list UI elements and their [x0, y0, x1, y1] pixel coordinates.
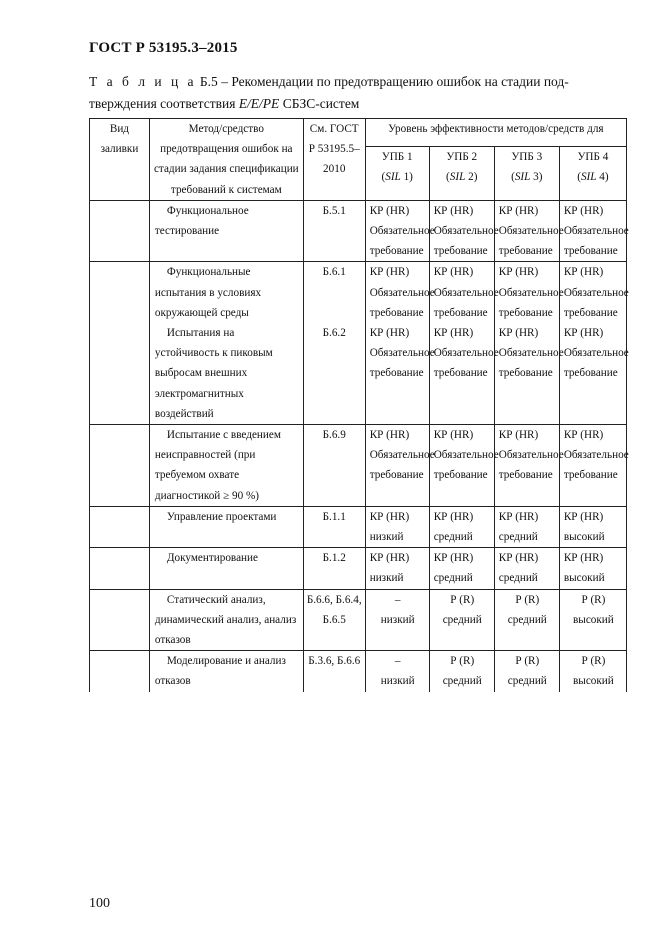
level-sil: SIL [580, 170, 597, 183]
cell-level-3 [494, 200, 564, 262]
caption-text-1: – Рекомендации по предотвращению ошибок на стадии под- [217, 74, 569, 89]
grade: КР (HR) [433, 552, 474, 565]
cell-type [90, 262, 150, 323]
level-label: УПБ 3 [511, 150, 543, 163]
cell-level-1 [365, 548, 429, 589]
cell-level-2 [429, 425, 499, 507]
cell-type [90, 589, 150, 651]
note: низкий [369, 572, 404, 585]
grade: КР (HR) [498, 266, 539, 279]
grade: КР (HR) [498, 327, 539, 340]
cell-level-2 [429, 200, 499, 262]
grade: – [394, 655, 401, 668]
grade: – [394, 593, 401, 606]
level-sil-open: ( [446, 170, 450, 183]
caption-prefix: Т а б л и ц а [89, 74, 197, 89]
cell-type [90, 506, 150, 547]
cell-level-1 [365, 506, 429, 547]
note: Обязательное требование [498, 286, 564, 319]
header-level-3 [494, 146, 559, 200]
note: Обязательное требование [498, 225, 564, 258]
grade: КР (HR) [433, 327, 474, 340]
note: Обязательное требование [498, 347, 564, 380]
note: Обязательное требование [498, 449, 564, 482]
note: средний [433, 531, 473, 544]
grade: Р (R) [515, 593, 540, 606]
level-sil-num: 2) [465, 170, 478, 183]
level-label: УПБ 2 [446, 150, 478, 163]
cell-level-2 [429, 651, 494, 692]
cell-level-4 [559, 262, 629, 323]
note: Обязательное требование [369, 225, 435, 258]
cell-method: Документирование [149, 548, 303, 589]
note: средний [498, 572, 538, 585]
level-sil: SIL [385, 170, 401, 183]
level-sil: SIL [514, 170, 531, 183]
grade: КР (HR) [498, 552, 539, 565]
cell-type [90, 200, 150, 262]
cell-ref: Б.6.1 [303, 262, 365, 323]
cell-level-2 [429, 323, 499, 425]
header-type: Вид заливки [90, 119, 150, 201]
cell-level-4 [559, 425, 629, 507]
cell-level-1 [365, 651, 429, 692]
cell-type [90, 323, 150, 425]
cell-level-3 [494, 651, 559, 692]
note: высокий [563, 572, 605, 585]
note: Обязательное требование [369, 286, 435, 319]
grade: КР (HR) [369, 429, 410, 442]
cell-ref: Б.3.6, Б.6.6 [303, 651, 365, 692]
grade: КР (HR) [563, 429, 604, 442]
header-level-group: Уровень эффективности методов/средств для [365, 119, 626, 147]
table-row [90, 589, 627, 651]
level-sil-open: ( [381, 170, 386, 183]
cell-level-3 [494, 323, 564, 425]
note: средний [442, 613, 482, 626]
note: низкий [369, 531, 404, 544]
cell-level-1 [365, 262, 435, 323]
grade: КР (HR) [433, 510, 474, 523]
cell-level-2 [429, 262, 499, 323]
cell-ref: Б.1.1 [303, 506, 365, 547]
cell-method: Функциональные испытания в условиях окружающей среды [149, 262, 303, 323]
note: средний [507, 675, 547, 688]
note: Обязательное требование [433, 449, 499, 482]
grade: КР (HR) [369, 204, 410, 217]
grade: Р (R) [450, 655, 475, 668]
cell-level-1 [365, 425, 435, 507]
cell-level-4 [559, 200, 629, 262]
level-sil-num: 3) [530, 170, 543, 183]
grade: КР (HR) [369, 327, 410, 340]
cell-ref: Б.6.2 [303, 323, 365, 425]
cell-level-4 [559, 589, 626, 651]
cell-level-3 [494, 425, 564, 507]
grade: КР (HR) [498, 510, 539, 523]
level-sil-open: ( [511, 170, 515, 183]
table-row [90, 323, 627, 425]
cell-type [90, 548, 150, 589]
cell-ref: Б.5.1 [303, 200, 365, 262]
cell-level-1 [365, 323, 435, 425]
grade: КР (HR) [369, 552, 410, 565]
cell-ref: Б.6.6, Б.6.4, Б.6.5 [303, 589, 365, 651]
cell-level-4 [559, 506, 626, 547]
cell-method: Статический анализ, динамический анализ, анализ отказов [149, 589, 303, 651]
document-code: ГОСТ Р 53195.3–2015 [89, 40, 238, 56]
note: Обязательное требование [563, 347, 629, 380]
table-row [90, 548, 627, 589]
note: высокий [573, 613, 614, 626]
table-row [90, 200, 627, 262]
note: Обязательное требование [563, 225, 629, 258]
cell-level-1 [365, 589, 429, 651]
note: высокий [573, 675, 614, 688]
note: высокий [563, 531, 605, 544]
grade: КР (HR) [433, 204, 474, 217]
caption-text-2: тверждения соответствия [89, 96, 239, 111]
level-label: УПБ 1 [381, 150, 413, 163]
cell-ref: Б.6.9 [303, 425, 365, 507]
cell-level-4 [559, 323, 629, 425]
grade: КР (HR) [563, 510, 604, 523]
cell-level-2 [429, 589, 494, 651]
grade: КР (HR) [563, 266, 604, 279]
grade: Р (R) [515, 655, 540, 668]
note: Обязательное требование [369, 347, 435, 380]
note: Обязательное требование [563, 286, 629, 319]
note: средний [433, 572, 473, 585]
grade: КР (HR) [369, 510, 410, 523]
cell-ref: Б.1.2 [303, 548, 365, 589]
cell-level-1 [365, 200, 435, 262]
cell-level-2 [429, 548, 494, 589]
note: Обязательное требование [433, 286, 499, 319]
grade: Р (R) [581, 655, 606, 668]
note: Обязательное требование [563, 449, 629, 482]
header-method: Метод/средство предотвращения ошибок на стадии задания спецификации требований к системам [149, 119, 303, 201]
grade: КР (HR) [369, 266, 410, 279]
cell-level-3 [494, 506, 559, 547]
cell-method: Функциональное тестирование [149, 200, 303, 262]
header-level-1 [365, 146, 429, 200]
level-sil-num: 4) [596, 170, 609, 183]
header-gost: См. ГОСТ Р 53195.5–2010 [303, 119, 365, 201]
grade: КР (HR) [498, 429, 539, 442]
note: низкий [380, 613, 415, 626]
grade: КР (HR) [563, 552, 604, 565]
cell-level-3 [494, 589, 559, 651]
cell-method: Испытания на устойчивость к пиковым выбросам внешних электромагнитных воздействий [149, 323, 303, 425]
cell-level-3 [494, 262, 564, 323]
grade: Р (R) [581, 593, 606, 606]
grade: Р (R) [450, 593, 475, 606]
grade: КР (HR) [433, 429, 474, 442]
grade: КР (HR) [433, 266, 474, 279]
table-row [90, 262, 627, 323]
table-caption [89, 71, 629, 115]
level-sil-open: ( [577, 170, 581, 183]
level-label: УПБ 4 [577, 150, 609, 163]
note: Обязательное требование [433, 347, 499, 380]
cell-level-4 [559, 651, 626, 692]
cell-level-4 [559, 548, 626, 589]
grade: КР (HR) [563, 204, 604, 217]
recommendations-table [89, 118, 627, 692]
note: средний [442, 675, 482, 688]
note: средний [498, 531, 538, 544]
note: Обязательное требование [433, 225, 499, 258]
table-row [90, 425, 627, 507]
table-row [90, 506, 627, 547]
caption-text-3: СБЗС-систем [279, 96, 360, 111]
cell-method: Управление проектами [149, 506, 303, 547]
note: средний [507, 613, 547, 626]
cell-level-3 [494, 548, 559, 589]
cell-level-2 [429, 506, 494, 547]
caption-number: Б.5 [199, 74, 218, 89]
cell-method: Испытание с введением неисправностей (при требуемом охвате диагностикой ≥ 90 %) [149, 425, 303, 507]
note: Обязательное требование [369, 449, 435, 482]
cell-type [90, 425, 150, 507]
level-sil: SIL [449, 170, 466, 183]
note: низкий [380, 675, 415, 688]
table-row [90, 651, 627, 692]
caption-italic: Е/Е/РЕ [238, 96, 280, 111]
page-number: 100 [89, 896, 110, 911]
cell-type [90, 651, 150, 692]
level-sil-num: 1) [400, 170, 413, 183]
header-level-2 [429, 146, 494, 200]
header-level-4 [559, 146, 626, 200]
cell-method: Моделирование и анализ отказов [149, 651, 303, 692]
grade: КР (HR) [563, 327, 604, 340]
grade: КР (HR) [498, 204, 539, 217]
